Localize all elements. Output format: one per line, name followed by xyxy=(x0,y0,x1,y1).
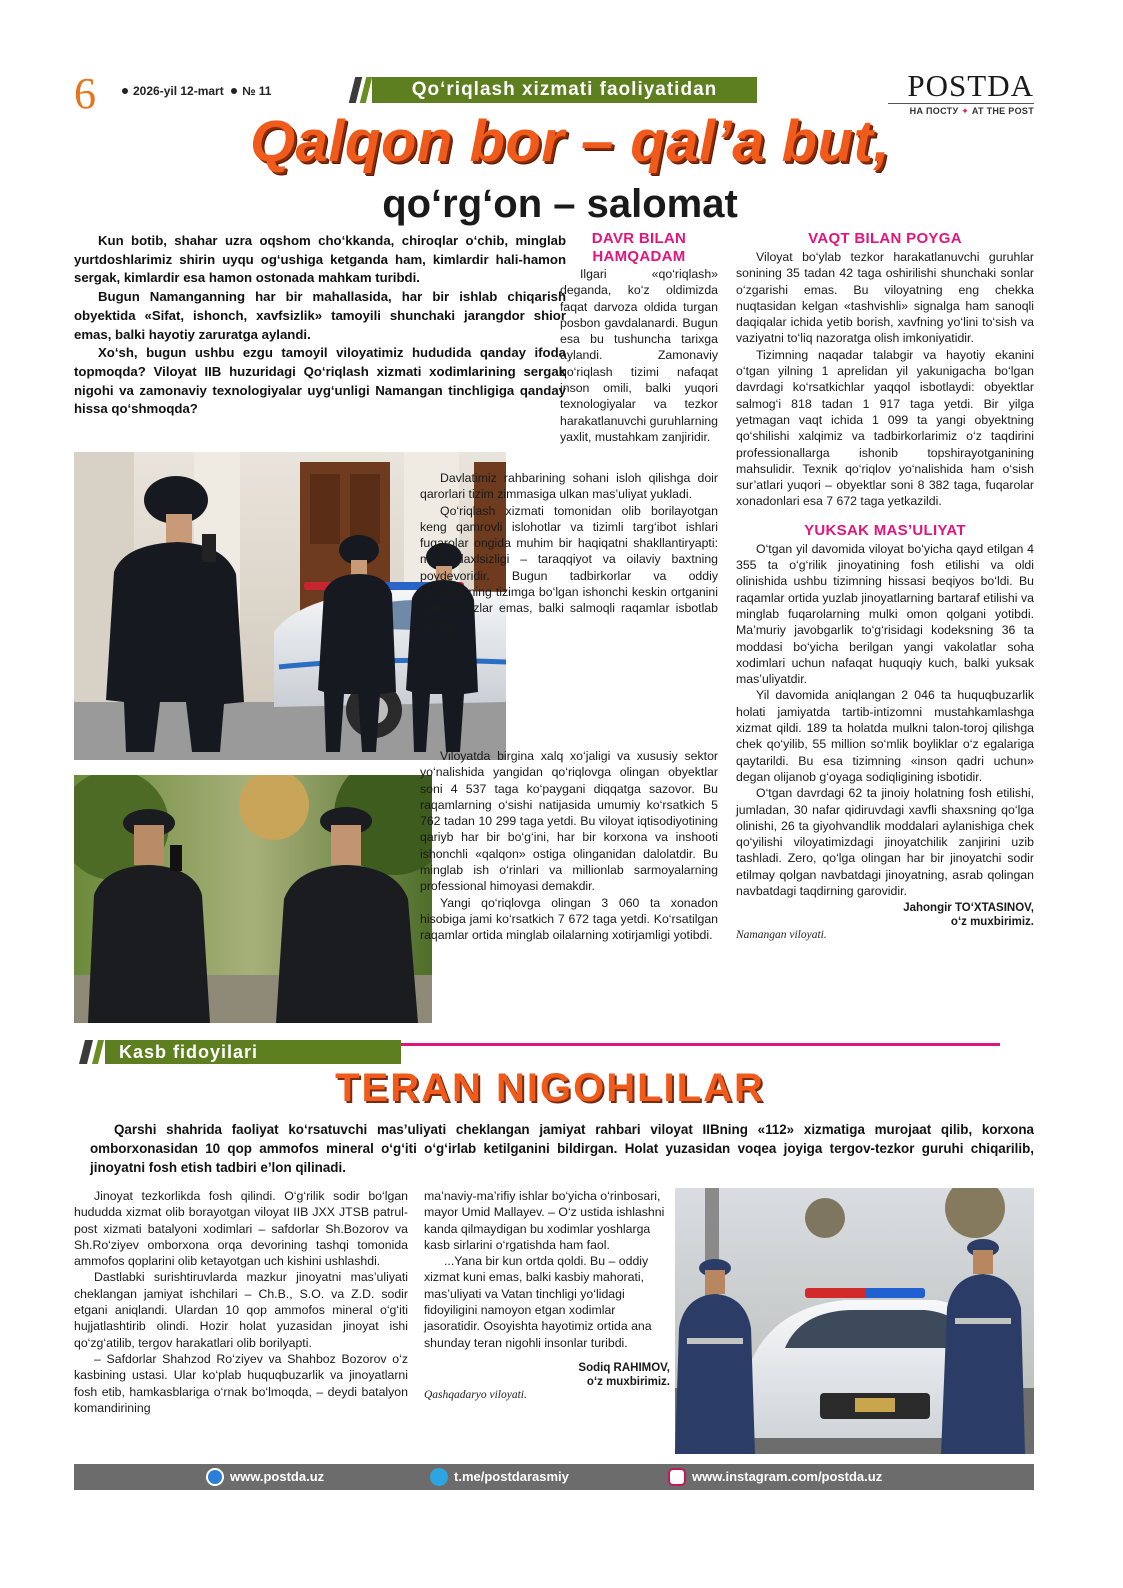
brand-name: POSTDA xyxy=(907,68,1034,103)
photo-illustration xyxy=(74,775,432,1023)
article-subheadline: qo‘rg‘on – salomat xyxy=(382,182,738,226)
section-heading: DAVR BILAN HAMQADAM xyxy=(591,230,687,265)
issue-number: № 11 xyxy=(242,84,272,98)
lead-paragraph: Kun botib, shahar uzra oqshom cho‘kkanda, chiroqlar o‘chib, minglab yurtdoshlarimiz shirin uyqu og‘ushiga ketganda ham, kimlardir hali-hamon sergak, kimlardir esa hamon ostonada mahkam turibdi. xyxy=(74,233,566,286)
article-column-middle xyxy=(560,230,718,445)
article-column-middle-wide xyxy=(420,470,718,633)
author-name: Sodiq RAHIMOV, xyxy=(578,1361,670,1374)
article-lead xyxy=(74,232,566,419)
issue-date: 2026-yil 12-mart xyxy=(133,84,224,98)
article-column-middle-lower xyxy=(420,748,718,944)
article2-column-left xyxy=(74,1188,408,1416)
article-lead xyxy=(90,1121,1034,1177)
section-heading: VAQT BILAN POYGA xyxy=(808,230,962,247)
section-rubric-2 xyxy=(74,1040,1000,1064)
paragraph: Viloyatda birgina xalq xo‘jaligi va xususiy sektor yo‘nalishida yangidan qo‘riqlovga olingan obyektlar soni 4 537 taga ko‘paygani diqqatga sazovor. Bu raqamlarning o‘sishi natijasida umumiy ko‘rsatkich 5 762 tadan 10 299 taga yetdi. Bu viloyat iqtisodiyotining qariyb har bir bo‘g‘ini, har bir korxona va inshooti ishonchli «qalqon» ostiga olinganidan dalolatdir. Bu minglab ish o‘rinlari va millionlab sarmoyalarning professional himoyasi demakdir. xyxy=(420,749,718,894)
rubric-rule xyxy=(401,1043,1000,1046)
paragraph: ma’naviy-ma’rifiy ishlar bo‘yicha o‘rinbosari, mayor Umid Mallayev. – O‘z ustida ishlashni kanda qilmaydigan bu xodimlar yoshlarga kasb sirlarini o‘rgatishda ham faol. xyxy=(424,1189,665,1252)
author-role: o‘z muxbirimiz. xyxy=(586,1375,670,1388)
paragraph: Yangi qo‘riqlovga olingan 3 060 ta xonadon hisobiga jami ko‘rsatkich 7 672 taga yetdi. Ko‘rsatilgan raqamlar ortida minglab oilalarning xotirjamligi yotibdi. xyxy=(420,895,718,943)
brand-divider xyxy=(888,103,1034,104)
paragraph: Qo‘riqlash xizmati tomonidan olib borilayotgan keng qamrovli islohotlar va tizimli targ‘ibot ishlari fuqarolar ongida muhim bir haqiqatni shakllantiryapti: mulk daxlsizligi – taraqqiyot va oilaviy baxtning poydevoridir. Bugun tadbirkorlar va oddiy fuqarolarning tizimga bo‘lgan ishonchi keskin ortganini quruq so‘zlar emas, balki salmoqli raqamlar isbotlab turibdi. xyxy=(420,503,718,632)
rubric-stripe xyxy=(360,77,372,103)
telegram-link[interactable]: t.me/postdarasmiy xyxy=(454,1469,569,1484)
paragraph: ...Yana bir kun ortda qoldi. Bu – oddiy xizmat kuni emas, balki kasbiy mahorati, mas’uliyati va Vatan tinchligi yo‘lidagi fidoyiligini namoyon etgan xodimlar jasoratidir. Osoyishta hayotimiz ortida ana shunday teran nigohli insonlar turibdi. xyxy=(424,1254,652,1350)
rubric-label: Kasb fidoyilari xyxy=(105,1040,401,1064)
article-column-right xyxy=(736,230,1034,941)
rubric-stripe xyxy=(79,1040,93,1064)
footer-telegram[interactable] xyxy=(430,1464,569,1490)
lead-paragraph: Qarshi shahrida faoliyat ko‘rsatuvchi mas’uliyati cheklangan jamiyat rahbari viloyat IIBning «112» xizmatiga murojaat qilib, korxona omborxonasidan 10 qop ammofos mineral o‘g‘iti o‘g‘irlab ketilganini bildirgan. Holat yuzasidan voqea joyiga tergov-tezkor guruhi chiqarilib, jinoyatni fosh etish tadbiri e’lon qilinadi. xyxy=(90,1122,1034,1175)
paragraph: Davlatimiz rahbarining sohani isloh qilishga doir qarorlari tizim zimmasiga ulkan mas’uliyat yukladi. xyxy=(420,471,718,502)
dateline xyxy=(118,84,271,98)
section-heading: YUKSAK MAS’ULIYAT xyxy=(804,521,966,539)
bullet-icon xyxy=(231,88,237,94)
article2-column-middle xyxy=(424,1188,670,1401)
author-byline xyxy=(736,901,1034,929)
bullet-icon xyxy=(122,88,128,94)
instagram-icon xyxy=(668,1468,686,1486)
rubric-label: Qo‘riqlash xizmati faoliyatidan xyxy=(372,77,757,103)
star-icon: ✦ xyxy=(961,106,970,116)
paragraph: Viloyat bo‘ylab tezkor harakatlanuvchi guruhlar sonining 35 tadan 42 taga oshirilishi shunchaki sonlar o‘zgarishi emas. Bu viloyatning eng chekka nuqtasidan kelgan «tashvishli» signalga ham sanoqli daqiqalar ichida yetib borish, xavfning yo‘lini to‘sish va vaziyatni to‘liq nazoratga olish imkoniyatidir. xyxy=(736,250,1034,346)
footer-website[interactable] xyxy=(206,1464,324,1490)
author-name: Jahongir TO‘XTASINOV, xyxy=(903,902,1034,915)
page-number: 6 xyxy=(74,69,96,118)
rubric-stripe xyxy=(92,1040,104,1064)
telegram-icon xyxy=(430,1468,448,1486)
paragraph: – Safdorlar Shahzod Ro‘ziyev va Shahboz Bozorov o‘z kasbining ustasi. Ular ko‘plab huquqbuzarlik va jinoyatlarni fosh etib, hamkasblariga o‘rnak bo‘lmoqda, – deydi batalyon komandirining xyxy=(74,1351,408,1415)
article-headline: Qalqon bor – qal’a but, xyxy=(250,109,890,174)
author-role: o‘z muxbirimiz. xyxy=(950,916,1034,929)
section-paragraph xyxy=(560,266,718,445)
section-rubric xyxy=(352,77,757,103)
author-byline xyxy=(424,1361,670,1389)
footer-instagram[interactable] xyxy=(668,1464,882,1490)
paragraph: Tizimning naqadar talabgir va hayotiy ekanini o‘tgan yilning 1 aprelidan yil yakunigacha bo‘lgan davrdagi ko‘rsatkichlar yaqqol isbotlaydi: obyektlar salmog‘i 818 tadan 1 917 taga yetdi. Bir yilga yetmagan vaqt ichida 1 099 ta yangi obyektning qo‘shilishi xalqimiz va tadbirkorlarimiz o‘z taqdirini professionallarga ishonib topshirayotganining mahsulidir. Texnik qo‘riqlov yo‘nalishida ham o‘sish sur’atlari yuqori – obyektlar soni 8 382 taga, fuqarolar xonadonlari esa 7 672 taga yetkazildi. xyxy=(736,347,1034,509)
article-headline: TERAN NIGOHLILAR xyxy=(335,1066,765,1110)
article-location: Qashqadaryo viloyati. xyxy=(424,1388,527,1401)
footer-bar xyxy=(74,1464,1034,1490)
photo-officers-patrol-car xyxy=(675,1188,1034,1454)
paragraph: O‘tgan davrdagi 62 ta jinoiy holatning fosh etilishi, jumladan, 30 nafar qidiruvdagi xavfli shaxsning qo‘lga olinishi, 26 ta giyohvandlik moddalari aylanishiga chek qo‘yilishi viloyatimizdagi jinoyatchilik zanjirini uzib tashladi. Zero, qo‘lga olingan har bir jinoyatchi sodir etilmay qolgan navbatdagi jinoyatning, asrab qolingan navbatdagi taqdirning garovidir. xyxy=(736,786,1034,898)
globe-icon xyxy=(206,1468,224,1486)
paragraph: Dastlabki surishtiruvlarda mazkur jinoyatni mas’uliyati cheklangan jamiyat ishchilari – Ch.B., S.O. va Z.D. sodir etgani aniqlandi. Ulardan 10 qop ammofos mineral o‘g‘iti hujjatlashtirib olindi. Hozir holat yuzasidan jinoyat ishi qo‘zg‘atilib, tergov harakatlari olib borilyapti. xyxy=(74,1270,408,1350)
article-location: Namangan viloyati. xyxy=(736,929,827,942)
paragraph: Jinoyat tezkorlikda fosh qilindi. O‘g‘rilik sodir bo‘lgan hududda xizmat olib borayotgan viloyat IIB JXX JTSB patrul-post xizmati batalyoni xodimlari – safdorlar Sh.Bozorov va Sh.Ro‘ziyev omborxona orqa devorining tashqi tomonida ammofos qoplarini olib ketayotgan uch kishini ushlashdi. xyxy=(74,1189,408,1269)
paragraph: Ilgari «qo‘riqlash» deganda, ko‘z oldimizda faqat darvoza oldida turgan posbon gavdalanardi. Bugun esa bu tushuncha tarixga aylandi. Zamonaviy qo‘riqlash tizimi nafaqat inson omili, balki yuqori texnologiyalar va tezkor harakatlanuvchi guruhlarning yaxlit, mustahkam zanjiridir. xyxy=(560,267,718,444)
website-link[interactable]: www.postda.uz xyxy=(230,1469,325,1484)
brand-subtitle: НА ПОСТУ ✦ AT THE POST xyxy=(909,106,1034,116)
instagram-link[interactable]: www.instagram.com/postda.uz xyxy=(692,1469,883,1484)
paragraph: Yil davomida aniqlangan 2 046 ta huquqbuzarlik holati jamiyatda tartib-intizomni mustahkamlashga xizmat qildi. 189 ta holatda mulkni talon-toroj qilishga chek qo‘yilib, 55 million so‘mlik boyliklar o‘z egalariga qaytarildi. Bu esa tizimning «inson qadri uchun» degan olijanob g‘oyaga sodiqligining isbotidir. xyxy=(736,688,1034,784)
lead-paragraph: Xo‘sh, bugun ushbu ezgu tamoyil viloyatimiz hududida qanday ifoda topmoqda? Viloyat IIB huzuridagi Qo‘riqlash xizmati xodimlarining sergak nigohi va zamonaviy texnologiyalar uyg‘unligi Namangan tinchligiga qanday hissa qo‘shmoqda? xyxy=(74,345,566,417)
lead-paragraph: Bugun Namanganning har bir mahallasida, har bir ishlab chiqarish obyektida «Sifat, ishonch, xavfsizlik» tamoyili shunchaki jarangdor shior emas, balki hayotiy zaruratga aylandi. xyxy=(74,289,566,342)
photo-illustration xyxy=(675,1188,1034,1454)
paragraph: O‘tgan yil davomida viloyat bo‘yicha qayd etilgan 4 355 ta o‘g‘rilik jinoyatining fosh etilishi va oldi olinishida ushbu tizimning hissasi beqiyos bo‘ldi. Bu raqamlar ortida yuzlab jinoyatlarning bartaraf etilishi va minglab fuqarolarning mulki omon qolgani yotibdi. Ma’muriy javobgarlik to‘g‘risidagi kodeksning 36 ta moddasi bo‘yicha berilgan yangi vakolatlar soha xodimlari uchun nafaqat huquqiy kuch, balki yuksak mas’uliyatdir. xyxy=(736,541,1034,687)
photo-guards-in-park xyxy=(74,775,432,1023)
